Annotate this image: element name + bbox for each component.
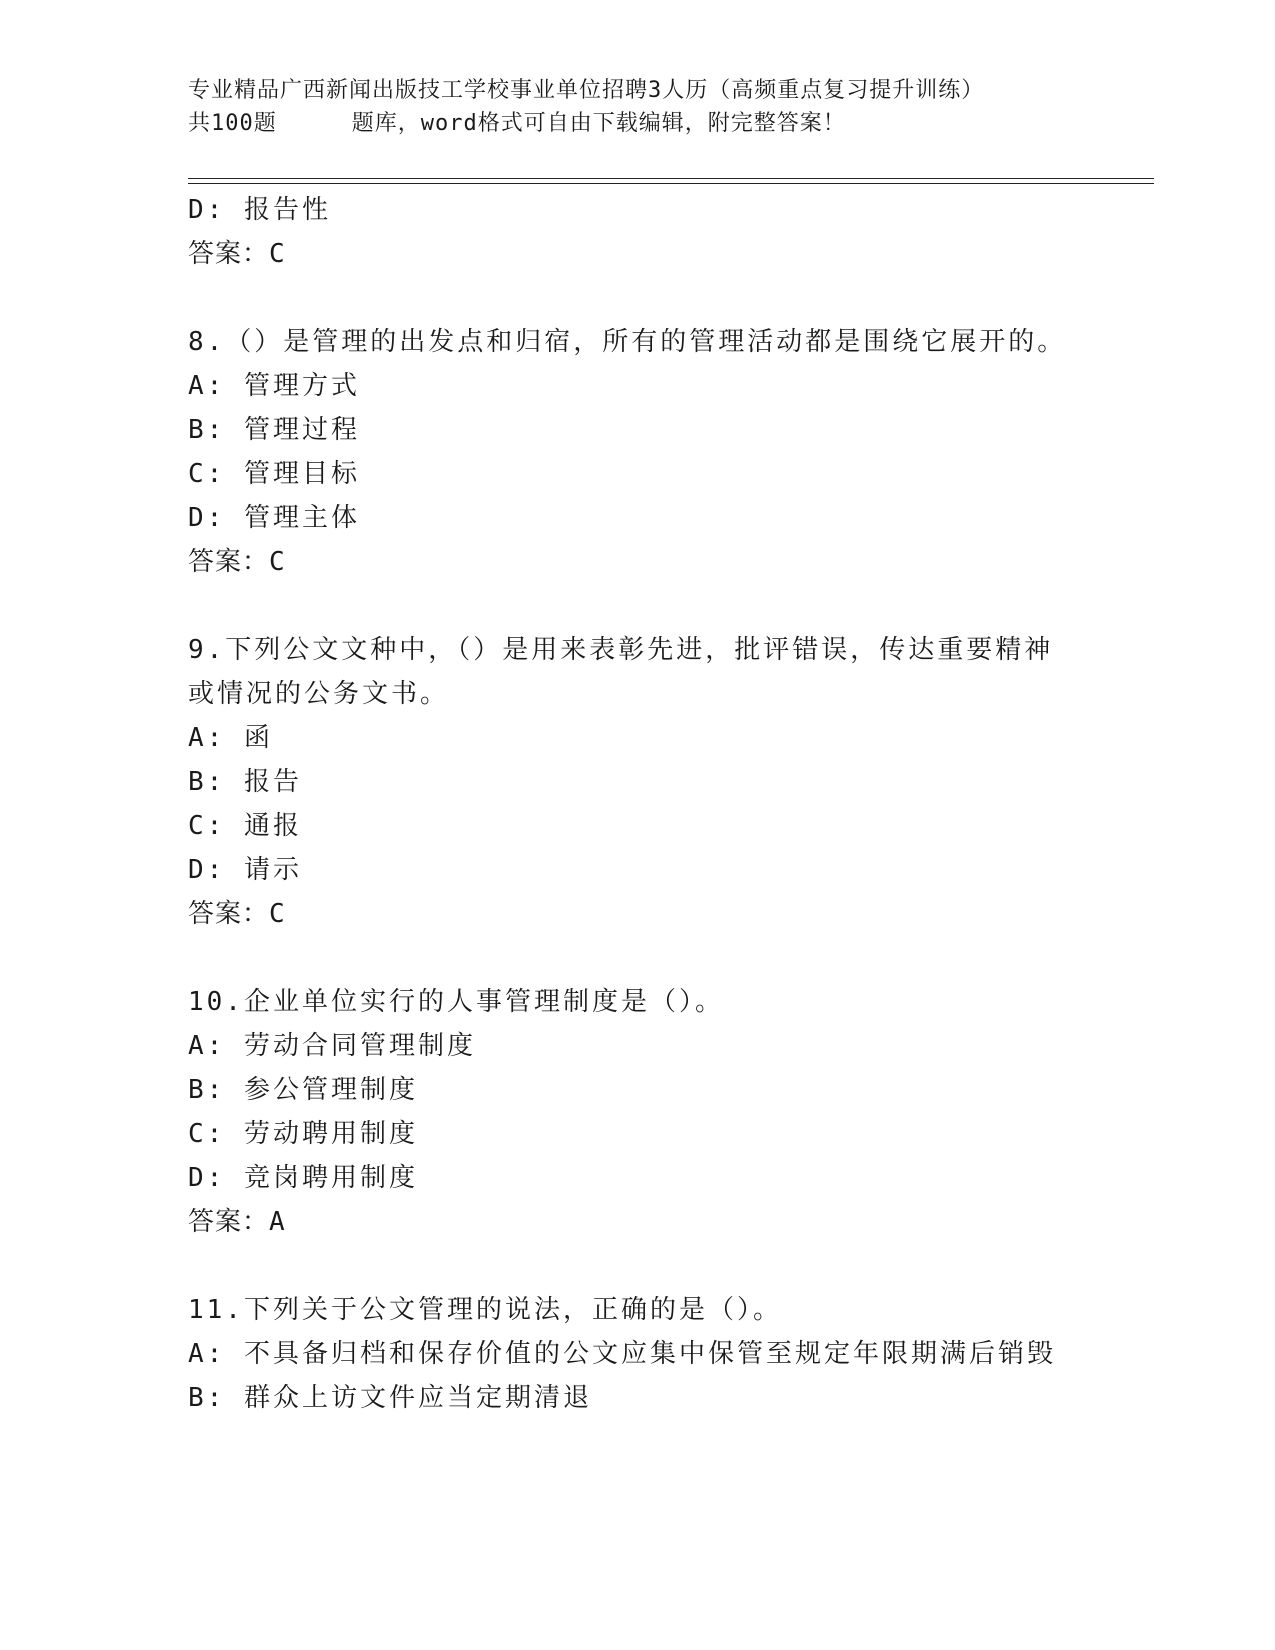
q11-option-a: A: 不具备归档和保存价值的公文应集中保管至规定年限期满后销毁 bbox=[188, 1339, 1056, 1369]
q10-option-c: C: 劳动聘用制度 bbox=[188, 1119, 418, 1149]
q11-stem: 11.下列关于公文管理的说法，正确的是（）。 bbox=[188, 1295, 782, 1325]
q9-stem-line1: 9.下列公文文种中，（）是用来表彰先进，批评错误，传达重要精神 bbox=[188, 635, 1054, 665]
q9-option-c: C: 通报 bbox=[188, 811, 302, 841]
q9-option-d: D: 请示 bbox=[188, 855, 302, 885]
header-description: 题库，word格式可自由下载编辑，附完整答案！ bbox=[351, 111, 846, 136]
q8-answer: 答案：C bbox=[188, 547, 286, 577]
q8-option-d: D: 管理主体 bbox=[188, 503, 360, 533]
page-header bbox=[188, 74, 1148, 140]
q10-stem: 10.企业单位实行的人事管理制度是（）。 bbox=[188, 987, 724, 1017]
header-gap bbox=[277, 107, 352, 140]
q10-option-d: D: 竞岗聘用制度 bbox=[188, 1163, 418, 1193]
q8-stem: 8.（）是管理的出发点和归宿，所有的管理活动都是围绕它展开的。 bbox=[188, 327, 1067, 357]
header-subtitle-line bbox=[188, 107, 1148, 140]
q11-option-b: B: 群众上访文件应当定期清退 bbox=[188, 1383, 592, 1413]
q8-option-c: C: 管理目标 bbox=[188, 459, 360, 489]
q8-option-b: B: 管理过程 bbox=[188, 415, 360, 445]
header-question-count: 共100题 bbox=[188, 111, 277, 136]
q8-option-a: A: 管理方式 bbox=[188, 371, 360, 401]
header-rule-top bbox=[188, 178, 1154, 179]
q7-answer: 答案：C bbox=[188, 239, 286, 269]
header-title-line: 专业精品广西新闻出版技工学校事业单位招聘3人历（高频重点复习提升训练） bbox=[188, 78, 985, 103]
q9-stem-line2: 或情况的公务文书。 bbox=[188, 679, 450, 709]
q10-option-b: B: 参公管理制度 bbox=[188, 1075, 418, 1105]
q9-option-b: B: 报告 bbox=[188, 767, 302, 797]
q7-option-d: D: 报告性 bbox=[188, 195, 331, 225]
header-rule-bottom bbox=[188, 183, 1154, 184]
q9-answer: 答案：C bbox=[188, 899, 286, 929]
q10-answer: 答案：A bbox=[188, 1207, 286, 1237]
q10-option-a: A: 劳动合同管理制度 bbox=[188, 1031, 476, 1061]
q9-option-a: A: 函 bbox=[188, 723, 273, 753]
